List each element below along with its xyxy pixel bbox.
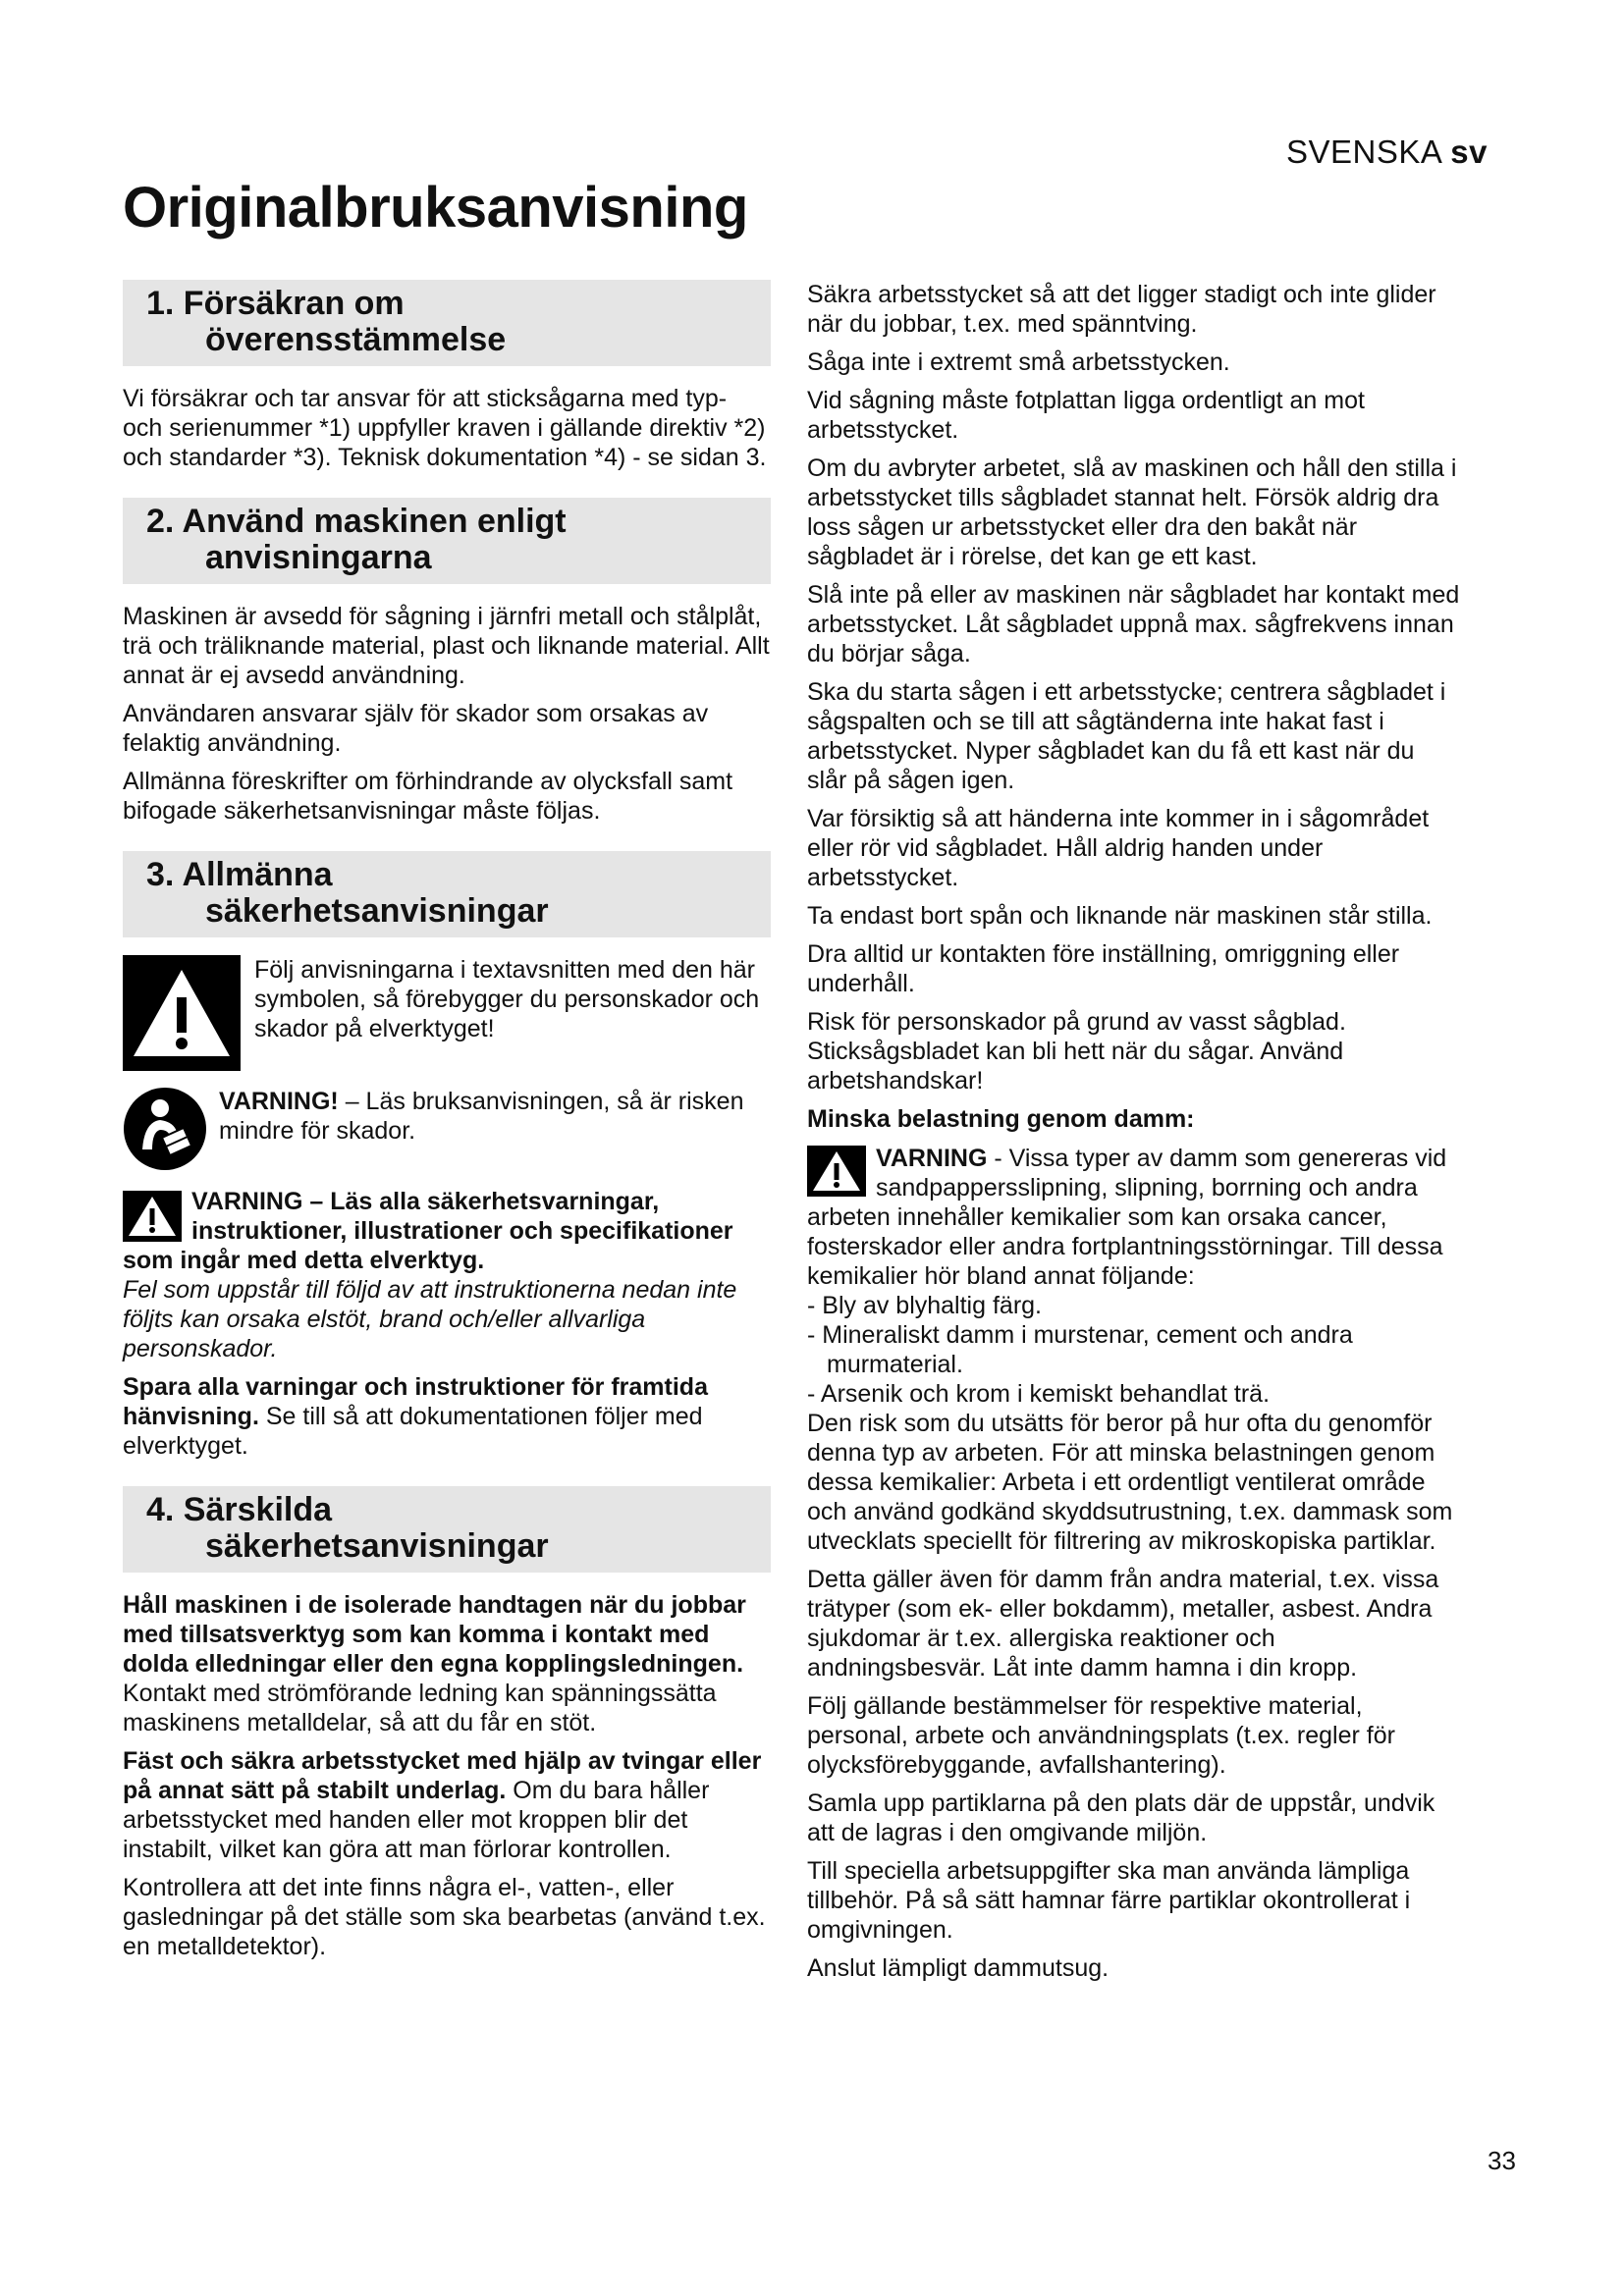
list-item: - Arsenik och krom i kemiskt behandlat trä. bbox=[807, 1380, 1271, 1408]
section-3-heading: 3. Allmänna säkerhetsanvisningar bbox=[123, 851, 771, 937]
warn-all-bold: VARNING – Läs alla säkerhetsvarningar, instruktioner, illustrationer och specifikationer som ingår med detta elverktyg. bbox=[123, 1188, 733, 1274]
section-4-heading: 4. Särskilda säkerhetsanvisningar bbox=[123, 1486, 771, 1573]
right-text-8: Ta endast bort spån och liknande när maskinen står stilla. bbox=[807, 902, 1433, 930]
warning-triangle-icon bbox=[807, 1146, 866, 1197]
read-manual-icon bbox=[123, 1087, 207, 1171]
right-text-2: Såga inte i extremt små arbetsstycken. bbox=[807, 348, 1230, 376]
language-label: SVENSKA sv bbox=[1286, 133, 1488, 170]
dust-warning bbox=[807, 1144, 1460, 1291]
spara-text: Spara alla varningar och instruktioner för framtida hänvisning. Se till så att dokumentationen följer med elverktyget. bbox=[123, 1373, 708, 1460]
right-text-15: Anslut lämpligt dammutsug. bbox=[807, 1954, 1110, 1982]
risk-text: Den risk som du utsätts för beror på hur ofta du genomför denna typ av arbeten. För att minska belastningen genom dessa kemikalier: Arbeta i ett ordentligt ventilerat område och använd godkänd skyddsutrustning, t.ex. dammask som utvecklats speciellt för filtrering av mikroskopiska partiklar. bbox=[807, 1410, 1453, 1555]
right-text-4: Om du avbryter arbetet, slå av maskinen och håll den stilla i arbetsstycket tills sågbladet stannat helt. Försök aldrig dra loss sågen ur arbetsstycket eller dra den bakåt när sågbladet är i rörelse, det kan ge ett kast. bbox=[807, 454, 1457, 570]
right-text-10: Risk för personskador på grund av vasst sågblad. Sticksågsbladet kan bli hett när du sågar. Använd arbetshandskar! bbox=[807, 1008, 1346, 1095]
page-title: Originalbruksanvisning bbox=[123, 176, 748, 240]
varning-read-text: VARNING! – Läs bruksanvisningen, så är risken mindre för skador. bbox=[219, 1088, 744, 1145]
section-4-text-1: Håll maskinen i de isolerade handtagen när du jobbar med tillsatsverktyg som kan komma i kontakt med dolda elledningar eller den egna kopplingsledningen. Kontakt med strömförande ledning kan spänningssätta maskinens metalldelar, så att du får en stöt. bbox=[123, 1591, 746, 1736]
symbol-text: Följ anvisningarna i textavsnitten med den här symbolen, så förebygger du personskador och skador på elverktyget! bbox=[254, 956, 760, 1042]
left-column bbox=[123, 280, 771, 1970]
section-2-text-2: Användaren ansvarar själv för skador som orsakas av felaktig användning. bbox=[123, 700, 709, 757]
section-2-text-3: Allmänna föreskrifter om förhindrande av olycksfall samt bifogade säkerhetsanvisningar måste följas. bbox=[123, 768, 733, 825]
right-text-11: Detta gäller även för damm från andra material, t.ex. vissa trätyper (som ek- eller bokdamm), metaller, asbest. Andra sjukdomar är t.ex. allergiska reaktioner och andningsbesvär. Låt inte damm hamna i din kropp. bbox=[807, 1566, 1439, 1682]
section-1-heading: 1. Försäkran om överensstämmelse bbox=[123, 280, 771, 366]
right-text-3: Vid sågning måste fotplattan ligga ordentligt an mot arbetsstycket. bbox=[807, 387, 1365, 444]
warn-all-italic: Fel som uppstår till följd av att instruktionerna nedan inte följts kan orsaka elstöt, brand och/eller allvarliga personskador. bbox=[123, 1276, 737, 1362]
list-item: - Mineraliskt damm i murstenar, cement och andra murmaterial. bbox=[807, 1321, 1353, 1378]
section-1-text: Vi försäkrar och tar ansvar för att sticksågarna med typ- och serienummer *1) uppfyller kraven i gällande direktiv *2) och standarder *3). Teknisk dokumentation *4) - se sidan 3. bbox=[123, 385, 767, 471]
section-4-text-3: Kontrollera att det inte finns några el-, vatten-, eller gasledningar på det ställe som ska bearbetas (använd t.ex. en metalldetektor). bbox=[123, 1874, 766, 1960]
language-code: sv bbox=[1450, 133, 1488, 170]
section-2-text-1: Maskinen är avsedd för sågning i järnfri metall och stålplåt, trä och träliknande material, plast och liknande material. Allt annat är ej avsedd användning. bbox=[123, 603, 770, 689]
dust-warning-text: VARNING - Vissa typer av damm som genereras vid sandpappersslipning, slipning, borrning och andra arbeten innehåller kemikalier som kan orsaka cancer, fosterskador eller andra fortplantningsstörningar. Till dessa kemikalier hör bland annat följande: bbox=[807, 1145, 1447, 1290]
list-item: - Bly av blyhaltig färg. bbox=[807, 1292, 1042, 1319]
right-text-13: Samla upp partiklarna på den plats där de uppstår, undvik att de lagras i den omgivande miljön. bbox=[807, 1789, 1435, 1846]
right-text-14: Till speciella arbetsuppgifter ska man använda lämpliga tillbehör. På så sätt hamnar färre partiklar okontrollerat i omgivningen. bbox=[807, 1857, 1411, 1944]
warn-all-block bbox=[123, 1187, 771, 1363]
page-number: 33 bbox=[1488, 2146, 1516, 2175]
read-manual-warning bbox=[123, 1087, 771, 1171]
section-4-text-2: Fäst och säkra arbetsstycket med hjälp av tvingar eller på annat sätt på stabilt underlag. Om du bara håller arbetsstycket med handen eller mot kroppen blir det instabilt, vilket kan göra att man förlorar kontrollen. bbox=[123, 1747, 762, 1863]
right-text-1: Säkra arbetsstycket så att det ligger stadigt och inte glider när du jobbar, t.ex. med spänntving. bbox=[807, 281, 1436, 338]
section-2-heading: 2. Använd maskinen enligt anvisningarna bbox=[123, 498, 771, 584]
right-text-7: Var försiktig så att händerna inte kommer in i sågområdet eller rör vid sågbladet. Håll aldrig handen under arbetsstycket. bbox=[807, 805, 1430, 891]
warning-triangle-icon bbox=[123, 1191, 182, 1242]
right-column bbox=[807, 280, 1460, 1992]
right-text-9: Dra alltid ur kontakten före inställning, omriggning eller underhåll. bbox=[807, 940, 1400, 997]
right-text-12: Följ gällande bestämmelser för respektive material, personal, arbete och användningsplats (t.ex. regler för olycksförebyggande, avfallshantering). bbox=[807, 1692, 1395, 1779]
right-text-6: Ska du starta sågen i ett arbetsstycke; centrera sågbladet i sågspalten och se till att sågtänderna inte hakat fast i arbetsstycket. Nyper sågbladet kan du få ett kast när du slår på sågen igen. bbox=[807, 678, 1446, 794]
right-text-5: Slå inte på eller av maskinen när sågbladet har kontakt med arbetsstycket. Låt sågbladet uppnå max. sågfrekvens innan du börjar såga. bbox=[807, 581, 1460, 667]
symbol-explanation bbox=[123, 955, 771, 1071]
dust-heading: Minska belastning genom damm: bbox=[807, 1105, 1195, 1133]
warning-triangle-icon bbox=[123, 955, 241, 1071]
